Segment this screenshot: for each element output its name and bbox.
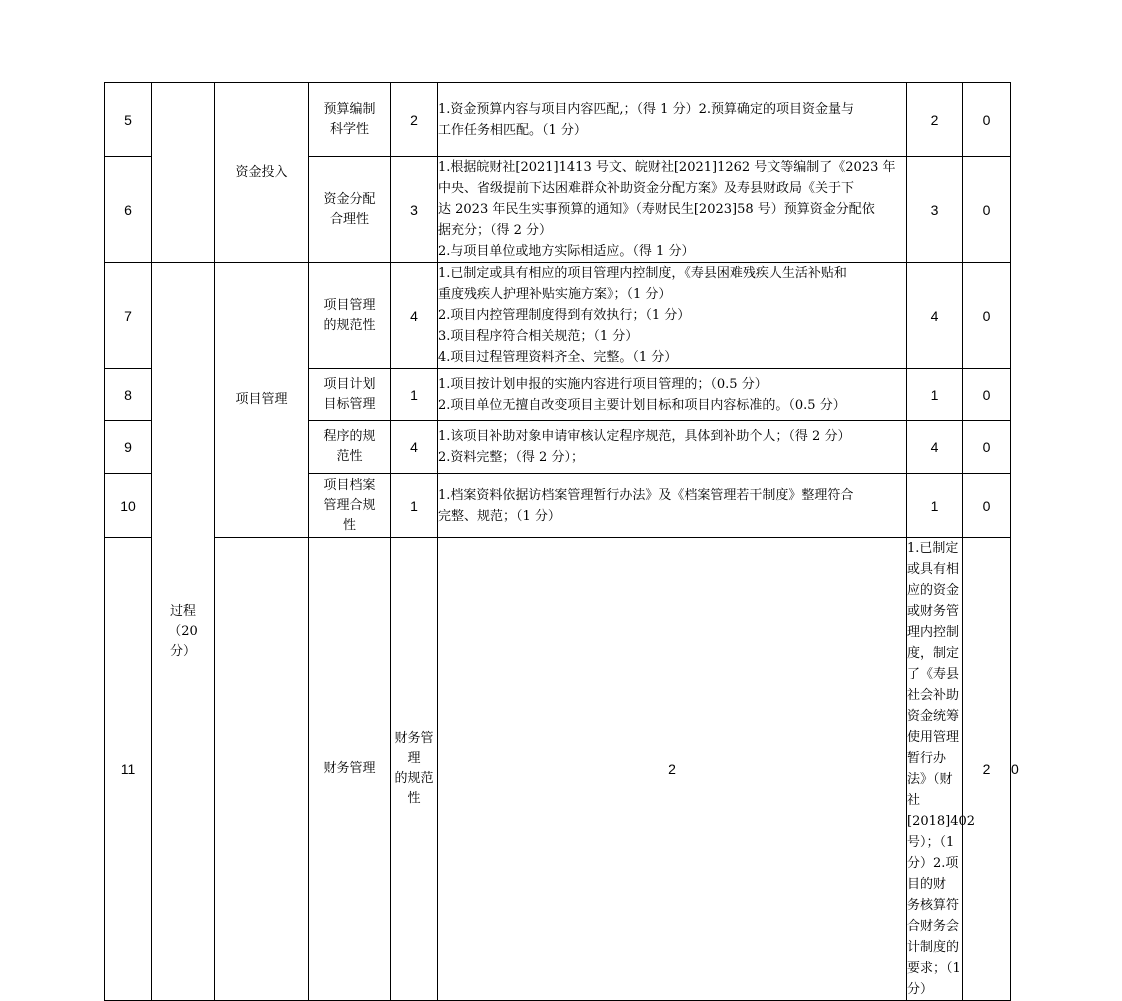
score-cell: 4 <box>907 421 963 474</box>
subcategory-funds-input: 资金投入 <box>215 83 309 263</box>
category-cell-empty <box>215 538 309 1001</box>
deduction-cell: 0 <box>963 421 1011 474</box>
row-number: 8 <box>105 369 152 421</box>
row-number: 5 <box>105 83 152 157</box>
criteria-cell: 1.根据皖财社[2021]1413 号文、皖财社[2021]1262 号文等编制了《2023 年 中央、省级提前下达困难群众补助资金分配方案》及寿县财政局《关于下 达 2023 年民生实事预算的通知》（寿财民生[2023]58 号）预算资金分配依 据充分；（得 2 分） 2.与项目单位或地方实际相适应。（得 1 分） <box>438 157 907 263</box>
indicator-cell: 财务管理 的规范性 <box>391 538 438 1001</box>
row-number: 7 <box>105 263 152 369</box>
deduction-cell: 0 <box>963 263 1011 369</box>
weight-cell: 1 <box>391 369 438 421</box>
evaluation-table <box>104 82 1019 1001</box>
indicator-cell: 项目档案 管理合规 性 <box>309 474 391 538</box>
criteria-cell: 1.档案资料依据访档案管理暂行办法》及《档案管理若干制度》整理符合 完整、规范；（1 分） <box>438 474 907 538</box>
indicator-cell: 程序的规 范性 <box>309 421 391 474</box>
score-cell: 4 <box>907 263 963 369</box>
weight-cell: 2 <box>391 83 438 157</box>
subcategory-finance-mgmt: 财务管理 <box>309 538 391 1001</box>
criteria-cell: 1.已制定或具有相应的资金或财务管理内控制度，制定了《寿县社会补助 资金统筹使用管理暂行办法》（财社[2018]402 号）；（1 分）2.项目的财 务核算符合财务会计制度的要求；（1 分） <box>907 538 963 1001</box>
criteria-cell: 1.已制定或具有相应的项目管理内控制度，《寿县困难残疾人生活补贴和 重度残疾人护理补贴实施方案》；（1 分） 2.项目内控管理制度得到有效执行；（1 分） 3.项目程序符合相关规范；（1 分） 4.项目过程管理资料齐全、完整。（1 分） <box>438 263 907 369</box>
deduction-cell: 0 <box>963 157 1011 263</box>
subcategory-project-mgmt: 项目管理 <box>215 263 309 538</box>
indicator-cell: 资金分配 合理性 <box>309 157 391 263</box>
weight-cell: 2 <box>438 538 907 1001</box>
indicator-cell: 预算编制 科学性 <box>309 83 391 157</box>
weight-cell: 4 <box>391 421 438 474</box>
row-number: 11 <box>105 538 152 1001</box>
table-row <box>105 83 1011 157</box>
row-number: 9 <box>105 421 152 474</box>
weight-cell: 3 <box>391 157 438 263</box>
table-row: 11 财务管理 财务管理 的规范性 2 1.已制定或具有相应的资金或财务管理内控制度，制定了《寿县社会补助 资金统筹使用管理暂行办法》（财社[2018]402 号）；（1 分）2.项目的财 务核算符合财务会计制度的要求；（1 分） 2 0 <box>105 538 1011 1001</box>
criteria-cell: 1.资金预算内容与项目内容匹配,；（得 1 分）2.预算确定的项目资金量与 工作任务相匹配。（1 分） <box>438 83 907 157</box>
score-cell: 1 <box>907 474 963 538</box>
score-cell: 2 <box>907 83 963 157</box>
weight-cell: 4 <box>391 263 438 369</box>
indicator-cell: 项目管理 的规范性 <box>309 263 391 369</box>
indicator-cell: 项目计划 目标管理 <box>309 369 391 421</box>
category-cell-empty <box>152 83 215 263</box>
deduction-cell: 0 <box>963 369 1011 421</box>
score-cell: 3 <box>907 157 963 263</box>
criteria-cell: 1.项目按计划申报的实施内容进行项目管理的；（0.5 分） 2.项目单位无擅自改变项目主要计划目标和项目内容标准的。（0.5 分） <box>438 369 907 421</box>
category-process: 过程 （20 分） <box>152 263 215 1001</box>
criteria-cell: 1.该项目补助对象申请审核认定程序规范，具体到补助个人；（得 2 分） 2.资料完整；（得 2 分）； <box>438 421 907 474</box>
deduction-cell: 0 <box>963 474 1011 538</box>
table-row <box>105 263 1011 369</box>
weight-cell: 1 <box>391 474 438 538</box>
deduction-cell: 0 <box>963 83 1011 157</box>
row-number: 10 <box>105 474 152 538</box>
score-cell: 1 <box>907 369 963 421</box>
score-cell: 2 <box>963 538 1011 1001</box>
row-number: 6 <box>105 157 152 263</box>
